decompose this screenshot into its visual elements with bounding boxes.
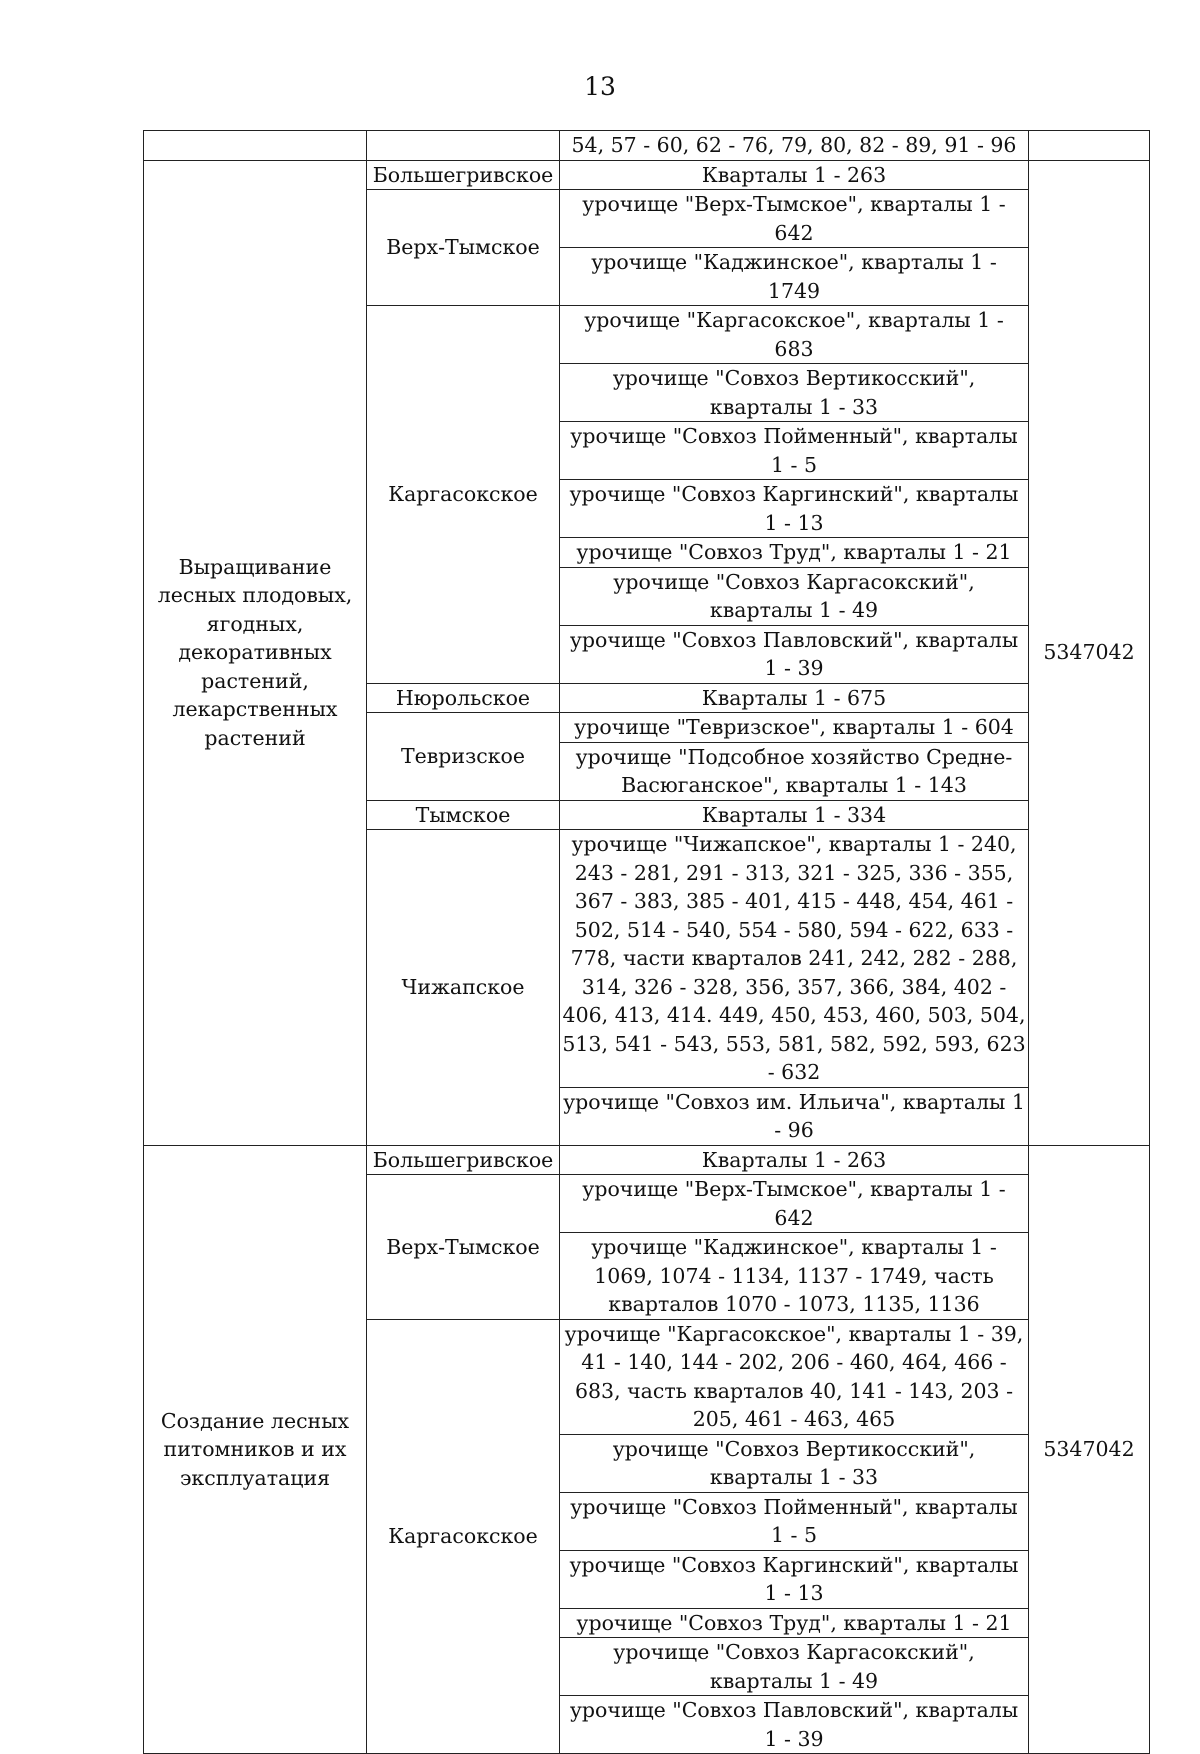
area-cell: урочище "Совхоз Вертикосский", кварталы 1 - 33: [560, 1434, 1029, 1492]
table-row: [144, 131, 1150, 161]
district-cell: Тымское: [367, 800, 560, 830]
district-cell: Большегривское: [367, 1145, 560, 1175]
district-cell: Верх-Тымское: [367, 190, 560, 306]
activity-type-cell: Создание лесных питомников и их эксплуатация: [144, 1145, 367, 1754]
area-cell: Кварталы 1 - 263: [560, 1145, 1029, 1175]
code-cell: 5347042: [1029, 160, 1150, 1145]
area-cell: урочище "Верх-Тымское", кварталы 1 - 642: [560, 1175, 1029, 1233]
table-row: [144, 160, 1150, 190]
area-cell: урочище "Совхоз Пойменный", кварталы 1 - 5: [560, 1492, 1029, 1550]
area-cell: урочище "Чижапское", кварталы 1 - 240, 243 - 281, 291 - 313, 321 - 325, 336 - 355, 367 - 383, 385 - 401, 415 - 448, 454, 461 - 502, 514 - 540, 554 - 580, 594 - 622, 633 - 778, части кварталов 241, 242, 282 - 288, 314, 326 - 328, 356, 357, 366, 384, 402 - 406, 413, 414. 449, 450, 453, 460, 503, 504, 513, 541 - 543, 553, 581, 582, 592, 593, 623 - 632: [560, 830, 1029, 1088]
area-cell: урочище "Совхоз Каргасокский", кварталы 1 - 49: [560, 567, 1029, 625]
page-number: 13: [584, 72, 616, 101]
area-cell: урочище "Совхоз Вертикосский", кварталы 1 - 33: [560, 364, 1029, 422]
district-cell: Тевризское: [367, 713, 560, 801]
code-cell: 5347042: [1029, 1145, 1150, 1754]
district-cell: Верх-Тымское: [367, 1175, 560, 1320]
area-cell: урочище "Совхоз Каргасокский", кварталы 1 - 49: [560, 1638, 1029, 1696]
area-cell: урочище "Совхоз Павловский", кварталы 1 - 39: [560, 625, 1029, 683]
forest-areas-table: [143, 130, 1150, 1754]
area-cell: урочище "Совхоз Каргинский", кварталы 1 - 13: [560, 1550, 1029, 1608]
district-cell: [367, 131, 560, 161]
code-cell: [1029, 131, 1150, 161]
area-cell: урочище "Каджинское", кварталы 1 - 1069, 1074 - 1134, 1137 - 1749, часть кварталов 1070 - 1073, 1135, 1136: [560, 1233, 1029, 1320]
area-cell: урочище "Подсобное хозяйство Средне-Васюганское", кварталы 1 - 143: [560, 742, 1029, 800]
district-cell: Большегривское: [367, 160, 560, 190]
area-cell: урочище "Совхоз Каргинский", кварталы 1 - 13: [560, 480, 1029, 538]
area-cell: урочище "Каргасокское", кварталы 1 - 683: [560, 306, 1029, 364]
table-row: [144, 1145, 1150, 1175]
district-cell: Нюрольское: [367, 683, 560, 713]
area-cell: урочище "Верх-Тымское", кварталы 1 - 642: [560, 190, 1029, 248]
area-cell: Кварталы 1 - 334: [560, 800, 1029, 830]
activity-type-cell: Выращивание лесных плодовых, ягодных, декоративных растений, лекарственных растений: [144, 160, 367, 1145]
area-cell: урочище "Совхоз им. Ильича", кварталы 1 - 96: [560, 1087, 1029, 1145]
district-cell: Каргасокское: [367, 1319, 560, 1754]
area-cell: урочище "Каргасокское", кварталы 1 - 39, 41 - 140, 144 - 202, 206 - 460, 464, 466 - 683, часть кварталов 40, 141 - 143, 203 - 205, 461 - 463, 465: [560, 1319, 1029, 1434]
area-cell: урочище "Тевризское", кварталы 1 - 604: [560, 713, 1029, 743]
table-body: [144, 131, 1150, 1754]
area-cell: урочище "Совхоз Павловский", кварталы 1 - 39: [560, 1696, 1029, 1754]
area-cell: Кварталы 1 - 263: [560, 160, 1029, 190]
area-cell: урочище "Совхоз Труд", кварталы 1 - 21: [560, 1608, 1029, 1638]
area-cell: урочище "Каджинское", кварталы 1 - 1749: [560, 248, 1029, 306]
area-cell: Кварталы 1 - 675: [560, 683, 1029, 713]
activity-type-cell: [144, 131, 367, 161]
area-cell: урочище "Совхоз Пойменный", кварталы 1 - 5: [560, 422, 1029, 480]
area-cell: 54, 57 - 60, 62 - 76, 79, 80, 82 - 89, 91 - 96: [560, 131, 1029, 161]
district-cell: Каргасокское: [367, 306, 560, 684]
area-cell: урочище "Совхоз Труд", кварталы 1 - 21: [560, 538, 1029, 568]
district-cell: Чижапское: [367, 830, 560, 1146]
